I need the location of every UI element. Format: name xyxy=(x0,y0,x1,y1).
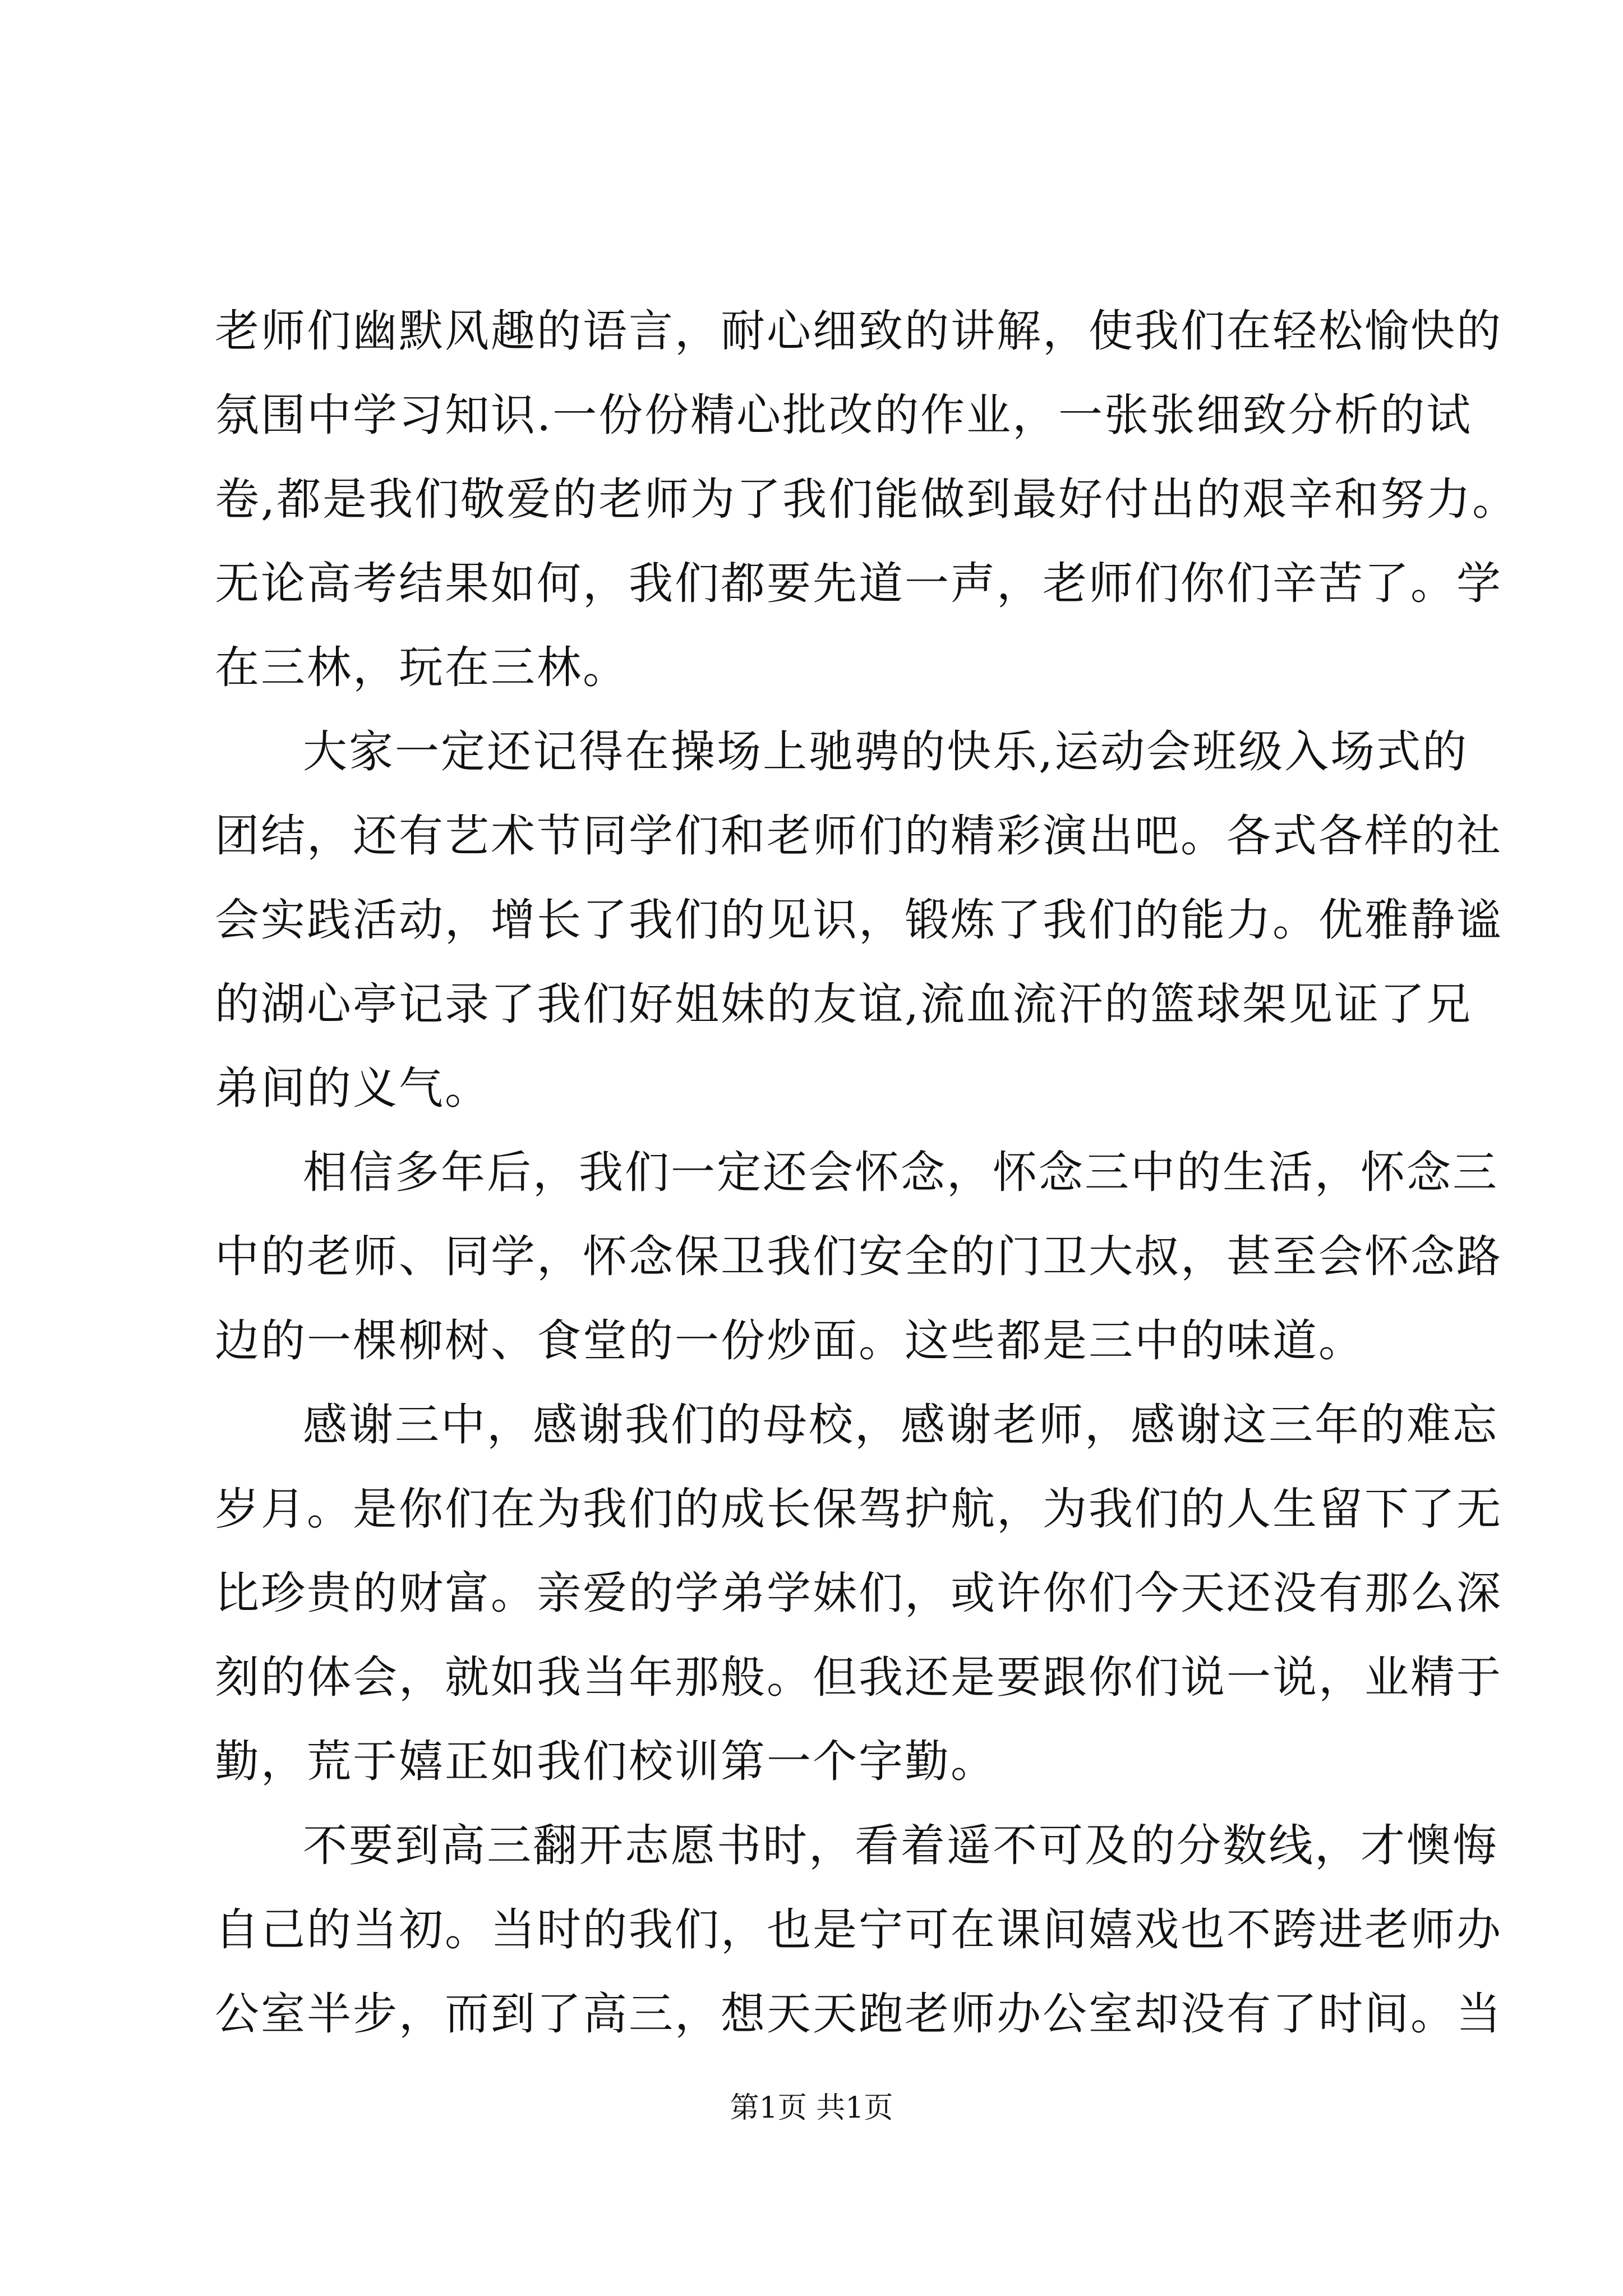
text-line: 刻的体会，就如我当年那般。但我还是要跟你们说一说，业精于 xyxy=(215,1651,1502,1703)
text-line: 公室半步，而到了高三，想天天跑老师办公室却没有了时间。当 xyxy=(215,1988,1502,2040)
text-line: 自己的当初。当时的我们，也是宁可在课间嬉戏也不跨进老师办 xyxy=(215,1904,1502,1955)
text-line: 边的一棵柳树、食堂的一份炒面。这些都是三中的味道。 xyxy=(215,1315,1364,1366)
text-line: 弟间的义气。 xyxy=(215,1062,491,1114)
text-line: 老师们幽默风趣的语言，耐心细致的讲解，使我们在轻松愉快的 xyxy=(215,305,1502,357)
paragraph-first-line: 大家一定还记得在操场上驰骋的快乐,运动会班级入场式的 xyxy=(303,726,1469,777)
page-number-footer: 第1页 共1页 xyxy=(730,2091,893,2125)
text-line: 会实践活动，增长了我们的见识，锻炼了我们的能力。优雅静谧 xyxy=(215,894,1502,946)
paragraph-first-line: 不要到高三翻开志愿书时，看着遥不可及的分数线，才懊悔 xyxy=(303,1820,1498,1871)
text-line: 卷,都是我们敬爱的老师为了我们能做到最好付出的艰辛和努力。 xyxy=(215,473,1519,525)
paragraph-first-line: 相信多年后，我们一定还会怀念，怀念三中的生活，怀念三 xyxy=(303,1147,1498,1198)
text-line: 的湖心亭记录了我们好姐妹的友谊,流血流汗的篮球架见证了兄 xyxy=(215,978,1473,1030)
text-line: 氛围中学习知识.一份份精心批改的作业，一张张细致分析的试 xyxy=(215,389,1473,441)
text-line: 团结，还有艺术节同学们和老师们的精彩演出吧。各式各样的社 xyxy=(215,810,1502,862)
text-line: 中的老师、同学，怀念保卫我们安全的门卫大叔，甚至会怀念路 xyxy=(215,1231,1502,1282)
text-line: 无论高考结果如何，我们都要先道一声，老师们你们辛苦了。学 xyxy=(215,558,1502,609)
text-line: 比珍贵的财富。亲爱的学弟学妹们，或许你们今天还没有那么深 xyxy=(215,1567,1502,1619)
text-line: 在三林，玩在三林。 xyxy=(215,642,629,693)
text-line: 勤，荒于嬉正如我们校训第一个字勤。 xyxy=(215,1736,997,1787)
text-line: 岁月。是你们在为我们的成长保驾护航，为我们的人生留下了无 xyxy=(215,1483,1502,1535)
paragraph-first-line: 感谢三中，感谢我们的母校，感谢老师，感谢这三年的难忘 xyxy=(303,1399,1498,1451)
